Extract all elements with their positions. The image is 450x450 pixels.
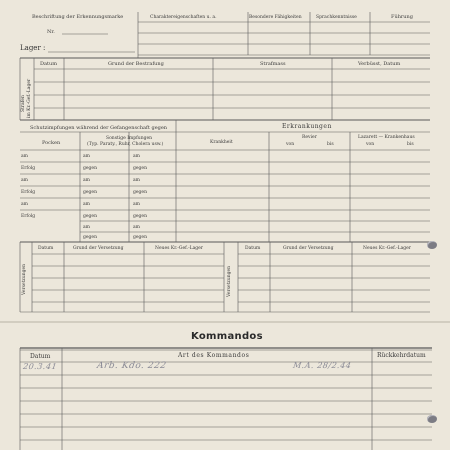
strafen-datum-header: Datum [40,61,57,67]
pocken-row: am [21,202,28,207]
pocken-row: Erfolg [21,214,36,219]
rueckkehr-header: Rückkehrdatum [377,352,426,359]
sonstige-row: am [83,178,90,183]
sonstige-row: am [83,225,90,230]
verbuesst-header: Verbüsst, Datum [358,61,401,67]
sonstige-row: am [133,154,140,159]
sonstige-row: gegen [83,214,97,219]
versetzungen-side-label-2: Versetzungen [227,265,232,297]
versetzung-lager-header-2: Neues Kr.-Gef.-Lager [363,246,411,251]
handwritten-entry: Arb. Kdo. 222 [96,361,168,371]
sonstige-row: am [83,202,90,207]
sonstige-row: gegen [133,214,147,219]
versetzung-datum-header-2: Datum [245,246,261,251]
punch-hole [427,241,437,249]
kommandos-title: Kommandos [191,331,263,342]
versetzungen-side-label: Versetzungen [22,263,27,295]
erkennungsmarke-label: Beschriftung der Erkennungsmarke [32,14,124,20]
pocken-row: Erfolg [21,190,36,195]
fuehrung-label: Führung [391,14,413,20]
sonstige-row: am [133,178,140,183]
pocken-row: am [21,154,28,159]
sonstige-row: gegen [133,166,147,171]
sonstige-row: am [133,225,140,230]
erkrankungen-title: Erkrankungen [282,123,332,130]
strafen-side-label: Strafen [21,95,26,112]
handwritten-note: M.A. 28/2.44 [292,361,352,370]
nr-label: Nr. [47,29,55,35]
versetzung-datum-header: Datum [38,246,54,251]
pocken-row: am [21,178,28,183]
versetzung-lager-header: Neues Kr.-Gef.-Lager [155,246,203,251]
sonstige-row: gegen [133,235,147,240]
sonstige-header-2: (Typ. Paraty., Ruhr, Cholera usw.) [87,142,164,147]
versetzung-grund-header: Grund der Versetzung [73,246,124,251]
sonstige-row: gegen [133,190,147,195]
revier-bis: bis [327,142,334,147]
punch-hole [427,415,437,423]
handwritten-date: 20.3.41 [22,362,58,371]
pocken-row: Erfolg [21,166,36,171]
lazarett-von: von [366,142,375,147]
sonstige-row: gegen [83,235,97,240]
kommandos-datum-header: Datum [30,353,51,360]
lazarett-bis: bis [407,142,414,147]
strafen-grund-header: Grund der Bestrafung [108,61,164,67]
pocken-header: Pocken [42,140,61,146]
sonstige-header-1: Sonstige Impfungen [106,136,153,141]
revier-von: von [286,142,295,147]
strafen-side-label-2: im Kr.-Gef.-Lager [27,78,32,118]
sonstige-row: gegen [83,190,97,195]
versetzung-grund-header-2: Grund der Versetzung [283,246,334,251]
sonstige-row: am [83,154,90,159]
krankheit-header: Krankheit [210,140,233,145]
impfungen-title: Schutzimpfungen während der Gefangenschaft gegen [30,125,168,131]
sonstige-row: am [133,202,140,207]
faehigkeiten-label: Besondere Fähigkeiten [249,15,302,20]
lager-label: Lager : [20,44,46,52]
charakter-label: Charaktereigenschaften u. a. [150,15,217,20]
sonstige-row: gegen [83,166,97,171]
strafmass-header: Strafmass [260,61,286,67]
sprachkenntnisse-label: Sprachkenntnisse [316,15,357,20]
lazarett-header: Lazarett — Krankenhaus [358,135,415,140]
revier-header: Revier [302,135,317,140]
kommandos-art-header: Art des Kommandos [178,352,250,359]
